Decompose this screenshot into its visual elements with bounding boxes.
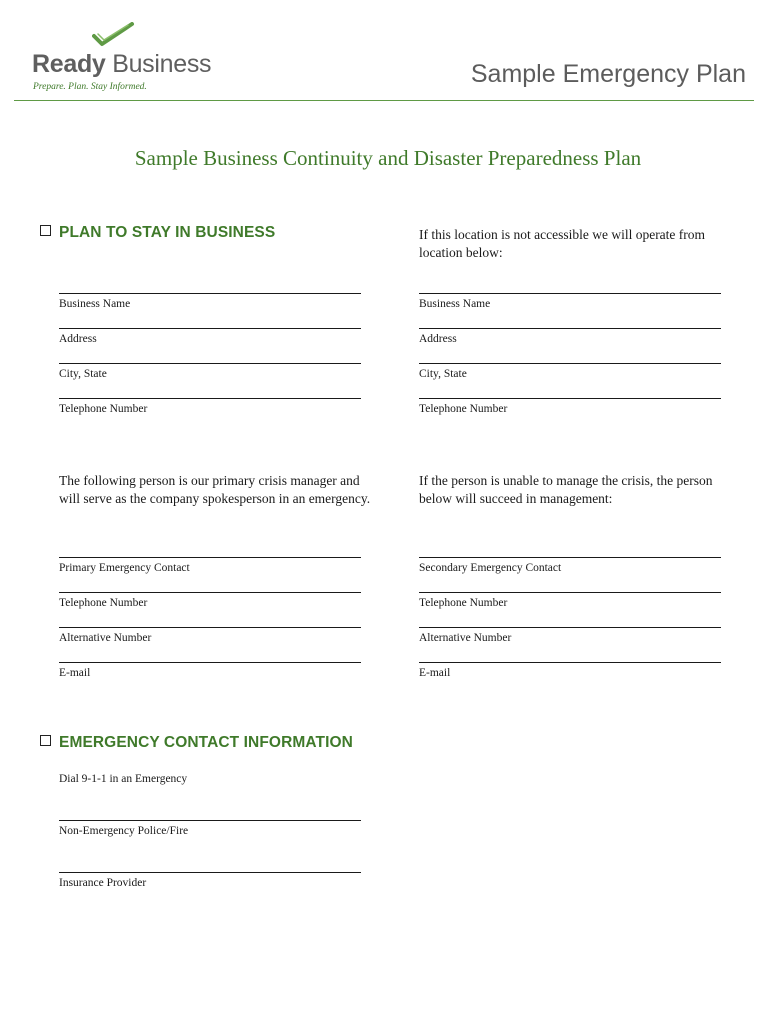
field-line[interactable] (59, 328, 361, 329)
crisis-primary-text: The following person is our primary crisis manager and will serve as the company spokesperson in an emergency. (59, 473, 371, 506)
field-line[interactable] (419, 557, 721, 558)
primary-contact-fields (59, 557, 361, 697)
field-line[interactable] (419, 293, 721, 294)
section-heading-emergency-contacts (40, 734, 353, 752)
section-checkbox[interactable] (40, 225, 51, 236)
field-line[interactable] (59, 293, 361, 294)
field-line[interactable] (419, 627, 721, 628)
field-label: Business Name (59, 298, 131, 310)
field-label: Address (419, 333, 457, 345)
field-line[interactable] (419, 592, 721, 593)
section-heading-text: PLAN TO STAY IN BUSINESS (59, 224, 276, 241)
field-label: Address (59, 333, 97, 345)
logo-business-text: Business (112, 50, 212, 78)
field-line[interactable] (59, 592, 361, 593)
emergency-contact-fields (59, 820, 361, 889)
logo (32, 50, 211, 79)
section-heading-stay-in-business (40, 224, 275, 242)
field-line[interactable] (419, 398, 721, 399)
field-label: Primary Emergency Contact (59, 562, 190, 574)
dial-911-text: Dial 9-1-1 in an Emergency (59, 773, 188, 785)
field-line[interactable] (59, 557, 361, 558)
field-label: City, State (59, 368, 107, 380)
field-line[interactable] (419, 662, 721, 663)
field-label: E-mail (59, 667, 91, 679)
field-line[interactable] (419, 328, 721, 329)
field-label: City, State (419, 368, 467, 380)
alt-location-text: If this location is not accessible we will operate from location below: (419, 227, 706, 260)
alt-location-fields (419, 293, 721, 433)
field-label: E-mail (419, 667, 451, 679)
field-line[interactable] (59, 363, 361, 364)
field-label: Telephone Number (419, 403, 508, 415)
primary-location-fields (59, 293, 361, 433)
field-label: Secondary Emergency Contact (419, 562, 562, 574)
page-title: Sample Business Continuity and Disaster Preparedness Plan (134, 146, 642, 170)
field-line[interactable] (59, 662, 361, 663)
section-checkbox[interactable] (40, 735, 51, 746)
field-line[interactable] (59, 872, 361, 873)
field-line[interactable] (59, 820, 361, 821)
field-label: Non-Emergency Police/Fire (59, 825, 189, 837)
field-label: Telephone Number (59, 597, 148, 609)
document-title: Sample Emergency Plan (470, 60, 746, 88)
field-label: Alternative Number (59, 632, 152, 644)
field-label: Telephone Number (419, 597, 508, 609)
field-label: Telephone Number (59, 403, 148, 415)
field-label: Insurance Provider (59, 877, 147, 889)
field-label: Alternative Number (419, 632, 512, 644)
field-line[interactable] (59, 627, 361, 628)
logo-tagline: Prepare. Plan. Stay Informed. (33, 82, 147, 92)
crisis-secondary-text: If the person is unable to manage the crisis, the person below will succeed in management: (419, 473, 713, 506)
section-heading-text: EMERGENCY CONTACT INFORMATION (59, 734, 353, 751)
field-label: Business Name (419, 298, 491, 310)
field-line[interactable] (59, 398, 361, 399)
secondary-contact-fields (419, 557, 721, 697)
field-line[interactable] (419, 363, 721, 364)
header-divider (14, 100, 754, 101)
logo-ready-text: Ready (32, 50, 106, 78)
